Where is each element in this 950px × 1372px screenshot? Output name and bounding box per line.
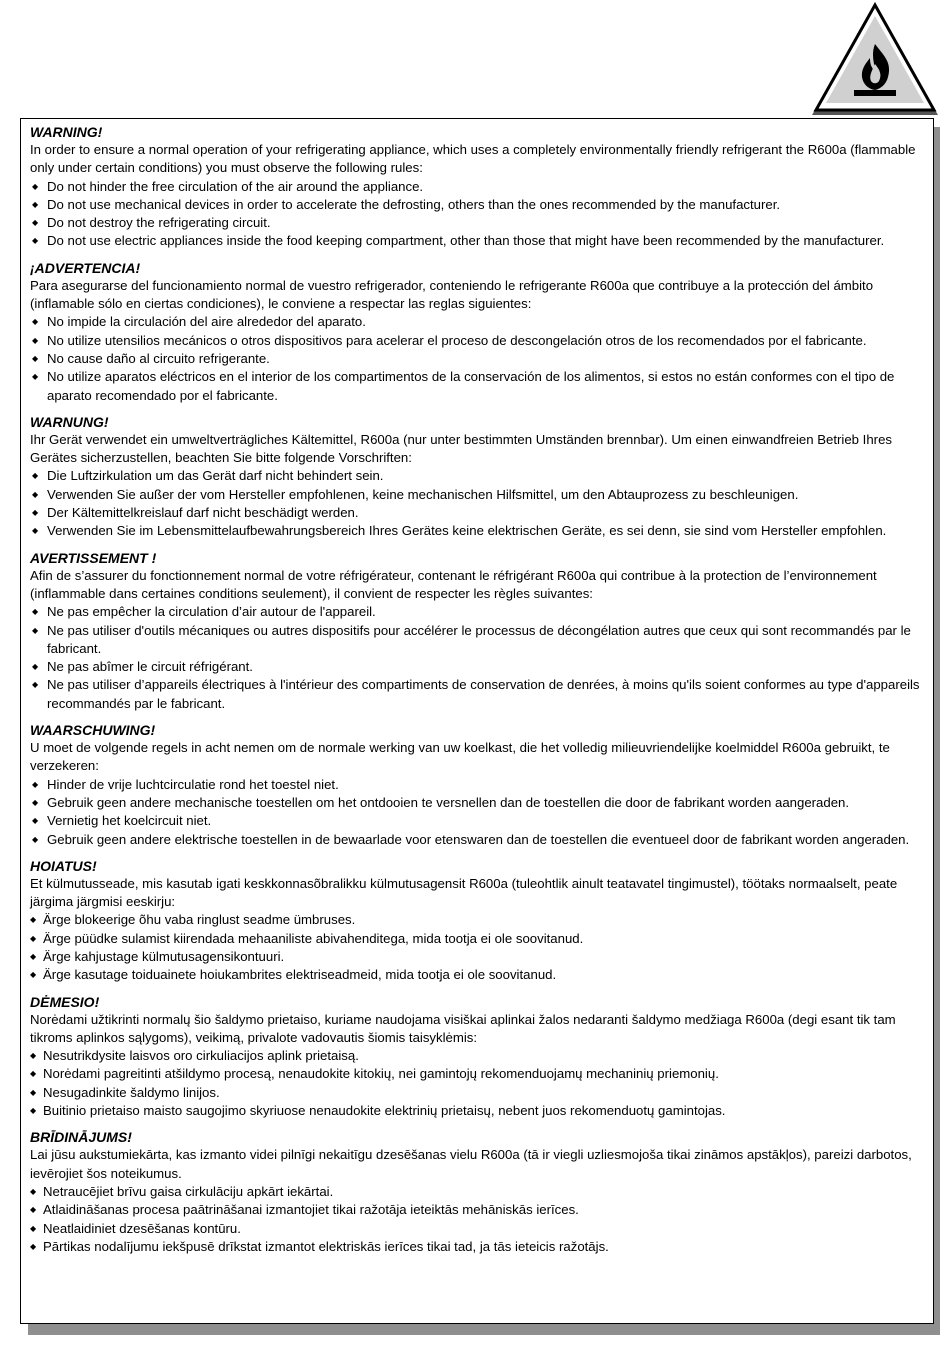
section-title: DĖMESIO! <box>30 993 100 1010</box>
section-title: HOIATUS! <box>30 857 97 874</box>
section-estonian <box>30 857 925 985</box>
section-intro: Lai jūsu aukstumiekārta, kas izmanto videi pilnīgi nekaitīgu dzesēšanas vielu R600a (tā ir viegli uzliesmojoša tikai zināmos apstākļos), pareizi darbotos, ievērojiet šos noteikumus. <box>30 1147 912 1181</box>
rule-list <box>30 467 925 540</box>
rule-list <box>30 1183 925 1256</box>
list-item: ◆ Norėdami pagreitinti atšildymo procesą, nenaudokite kitokių, nei gamintojų rekomenduojamų mechaninių priemonių. <box>30 1065 925 1083</box>
rule-list <box>30 776 925 849</box>
list-item: ◆ Buitinio prietaiso maisto saugojimo skyriuose nenaudokite elektrinių prietaisų, nebent juos rekomenduotų gamintojas. <box>30 1102 925 1120</box>
list-item: ◆ Ne pas empêcher la circulation d’air autour de l'appareil. <box>30 603 925 621</box>
section-intro: Et külmutusseade, mis kasutab igati keskkonnasõbralikku külmutusagensit R600a (tuleohtlik ainult teatavatel tingimustel), töötaks normaalselt, peate järgima järgmisi eeskirju: <box>30 875 898 910</box>
rule-list <box>30 313 925 404</box>
list-item: ◆ Ärge püüdke sulamist kiirendada mehaaniliste abivahenditega, mida tootja ei ole soovitanud. <box>30 930 925 948</box>
rule-list <box>30 911 925 984</box>
section-title: AVERTISSEMENT ! <box>30 549 157 566</box>
list-item: ◆ Verwenden Sie außer der vom Hersteller empfohlenen, keine mechanischen Hilfsmittel, um den Abtauprozess zu beschleunigen. <box>30 486 925 504</box>
list-item: ◆ Atlaidināšanas procesa paātrināšanai izmantojiet tikai ražotāja ieteiktās mehāniskās ierīces. <box>30 1201 925 1219</box>
list-item: ◆ Gebruik geen andere mechanische toestellen om het ontdooien te versnellen dan de toestellen die door de fabrikant worden aangeraden. <box>30 794 925 812</box>
section-lithuanian <box>30 993 925 1121</box>
list-item: ◆ Ne pas utiliser d’appareils électriques à l'intérieur des compartiments de conservation de denrées, à moins qu'ils soient conformes au type d'appareils recommandés par le fabricant. <box>30 676 925 713</box>
list-item: ◆ Vernietig het koelcircuit niet. <box>30 812 925 830</box>
list-item: ◆ Nesugadinkite šaldymo linijos. <box>30 1084 925 1102</box>
list-item: ◆ No cause daño al circuito refrigerante. <box>30 350 925 368</box>
list-item: ◆ Neatlaidiniet dzesēšanas kontūru. <box>30 1220 925 1238</box>
list-item: ◆ Do not destroy the refrigerating circuit. <box>30 214 925 232</box>
section-title: WARNUNG! <box>30 413 109 430</box>
list-item: ◆ Ne pas abîmer le circuit réfrigérant. <box>30 658 925 676</box>
section-intro: U moet de volgende regels in acht nemen om de normale werking van uw koelkast, die het volledig milieuvriendelijke koelmiddel R600a gebruikt, te verzekeren: <box>30 740 890 774</box>
list-item: ◆ Do not use mechanical devices in order to accelerate the defrosting, others than the ones recommended by the manufacturer. <box>30 196 925 214</box>
list-item: ◆ Ärge blokeerige õhu vaba ringlust seadme ümbruses. <box>30 911 925 929</box>
section-title: BRĪDINĀJUMS! <box>30 1129 132 1146</box>
list-item: ◆ Ärge kasutage toiduainete hoiukambrites elektriseadmeid, mida tootja ei ole soovitanud. <box>30 966 925 984</box>
rule-list <box>30 1047 925 1120</box>
rule-list <box>30 603 925 713</box>
section-english <box>30 123 925 251</box>
section-title: WAARSCHUWING! <box>30 722 156 739</box>
list-item: ◆ Netraucējiet brīvu gaisa cirkulāciju apkārt iekārtai. <box>30 1183 925 1201</box>
list-item: ◆ Do not hinder the free circulation of the air around the appliance. <box>30 178 925 196</box>
list-item: ◆ Pārtikas nodalījumu iekšpusē drīkstat izmantot elektriskās ierīces tikai tad, ja tās ieteicis ražotājs. <box>30 1238 925 1256</box>
list-item: ◆ Die Luftzirkulation um das Gerät darf nicht behindert sein. <box>30 467 925 485</box>
rule-list <box>30 178 925 251</box>
section-intro: In order to ensure a normal operation of your refrigerating appliance, which uses a completely environmentally friendly refrigerant the R600a (flammable only under certain conditions) you must observe the following rules: <box>30 142 916 176</box>
section-intro: Afin de s’assurer du fonctionnement normal de votre réfrigérateur, contenant le réfrigérant R600a qui contribue à la protection de l’environnement (inflammable dans certaines conditions seulement), il convient de respecter les règles suivantes: <box>30 567 877 601</box>
section-spanish <box>30 259 925 405</box>
warning-content-box <box>20 118 934 1324</box>
section-dutch <box>30 721 925 849</box>
section-german <box>30 413 925 541</box>
section-latvian <box>30 1128 925 1256</box>
list-item: ◆ Der Kältemittelkreislauf darf nicht beschädigt werden. <box>30 504 925 522</box>
list-item: ◆ Gebruik geen andere elektrische toestellen in de bewaarlade voor etenswaren dan de toestellen die eventueel door de fabrikant worden angeraden. <box>30 831 925 849</box>
list-item: ◆ No utilize aparatos eléctricos en el interior de los compartimentos de la conservación de los alimentos, si estos no están conformes con el tipo de aparato recomendado por el fabricante. <box>30 368 925 405</box>
section-intro: Norėdami užtikrinti normalų šio šaldymo prietaiso, kuriame naudojama visiškai aplinkai žalos nedaranti šaldymo medžiaga R600a (degi esant tik tam tikroms aplinkos sąlygoms), veikimą, privalote vadovautis šiomis taisyklėmis: <box>30 1011 896 1045</box>
flammable-warning-sign <box>808 2 942 120</box>
list-item: ◆ No utilize utensilios mecánicos o otros dispositivos para acelerar el proceso de descongelación otros de los recomendados por el fabricante. <box>30 332 925 350</box>
section-intro: Ihr Gerät verwendet ein umweltverträgliches Kältemittel, R600a (nur unter bestimmten Umständen brennbar). Um einen einwandfreien Betrieb Ihres Gerätes sicherzustellen, beachten Sie bitte folgende Vorschriften: <box>30 431 892 466</box>
list-item: ◆ Verwenden Sie im Lebensmittelaufbewahrungsbereich Ihres Gerätes keine elektrischen Geräte, es sei denn, sie sind vom Hersteller empfohlen. <box>30 522 925 540</box>
list-item: ◆ Hinder de vrije luchtcirculatie rond het toestel niet. <box>30 776 925 794</box>
list-item: ◆ Do not use electric appliances inside the food keeping compartment, other than those that might have been recommended by the manufacturer. <box>30 232 925 250</box>
list-item: ◆ Ärge kahjustage külmutusagensikontuuri. <box>30 948 925 966</box>
section-title: ¡ADVERTENCIA! <box>30 259 141 276</box>
list-item: ◆ Ne pas utiliser d'outils mécaniques ou autres dispositifs pour accélérer le processus de décongélation autres que ceux qui sont recommandés par le fabricant. <box>30 622 925 659</box>
section-title: WARNING! <box>30 124 103 140</box>
section-intro: Para asegurarse del funcionamiento normal de vuestro refrigerador, conteniendo le refrigerante R600a que contribuye a la protección del ámbito (inflamable sólo en ciertas condiciones), le conviene a respectar las reglas siguientes: <box>30 277 874 312</box>
list-item: ◆ Nesutrikdysite laisvos oro cirkuliacijos aplink prietaisą. <box>30 1047 925 1065</box>
list-item: ◆ No impide la circulación del aire alrededor del aparato. <box>30 313 925 331</box>
section-french <box>30 549 925 713</box>
